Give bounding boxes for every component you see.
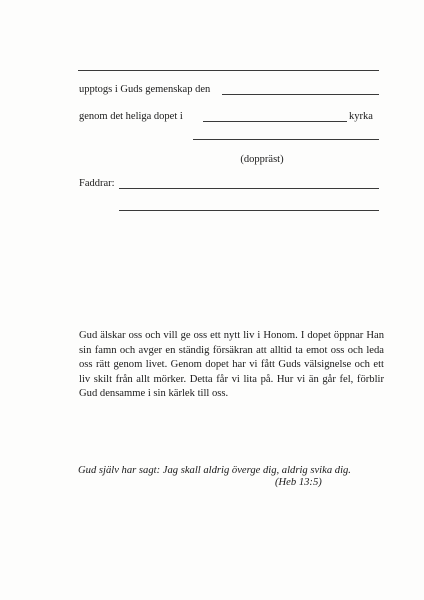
body-paragraph: Gud älskar oss och vill ge oss ett nytt liv i Honom. I dopet öppnar Han sin famn och avger en ständig försäkran att alltid ta emot oss och leda oss rätt genom livet. Genom dopet har vi fått Guds välsignelse och ett liv skilt från allt mörker. Detta får vi lita på. Hur vi än går fel, förblir Gud densamme i sin kärlek till oss. <box>79 330 384 400</box>
name-line[interactable] <box>78 70 379 71</box>
date-line[interactable] <box>222 94 379 95</box>
church-label: genom det heliga dopet i <box>79 111 183 122</box>
church-suffix: kyrka <box>349 111 373 122</box>
priest-signature-line[interactable] <box>193 139 379 140</box>
godparent-line-2[interactable] <box>119 210 379 211</box>
priest-caption: (doppräst) <box>240 154 284 165</box>
bible-quote: Gud själv har sagt: Jag skall aldrig överge dig, aldrig svika dig. <box>78 465 351 476</box>
godparent-line-1[interactable] <box>119 188 379 189</box>
church-line[interactable] <box>203 121 347 122</box>
bible-reference: (Heb 13:5) <box>275 477 322 488</box>
godparents-label: Faddrar: <box>79 178 115 189</box>
date-label: upptogs i Guds gemenskap den <box>79 84 211 95</box>
